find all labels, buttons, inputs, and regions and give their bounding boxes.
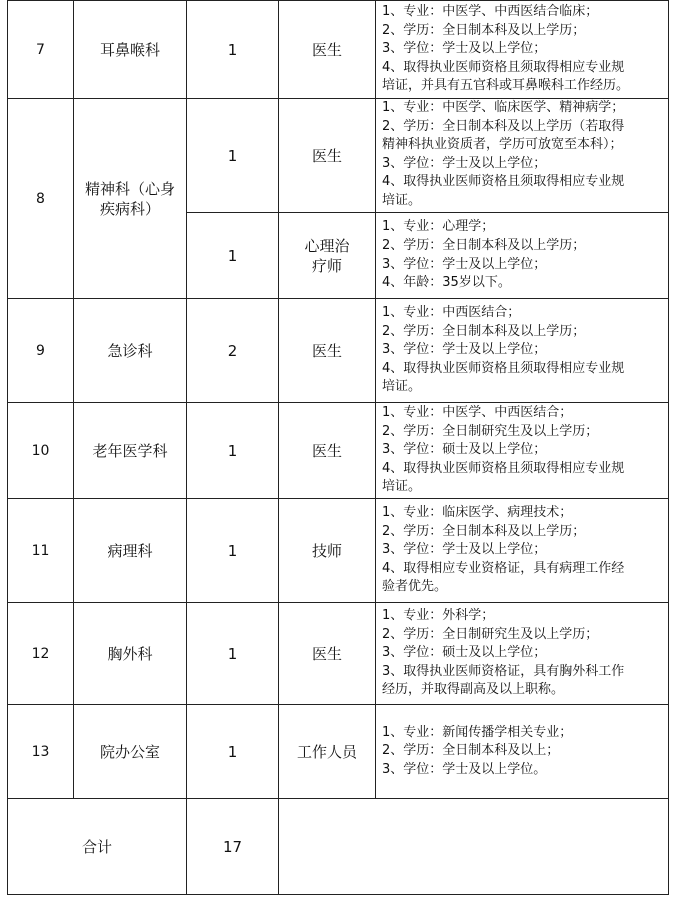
row-number: 12 xyxy=(8,603,74,705)
requirements-cell xyxy=(376,499,669,603)
table-row xyxy=(8,99,669,213)
requirement-line: 4、年龄：35岁以下。 xyxy=(382,275,511,291)
position-count: 1 xyxy=(187,99,279,213)
recruitment-table xyxy=(7,0,669,895)
department-name: 耳鼻喉科 xyxy=(74,1,187,99)
requirement-line: 2、学历：全日制本科及以上学历； xyxy=(382,22,586,38)
requirements-cell xyxy=(376,1,669,99)
requirement-line: 3、学位：学士及以上学位； xyxy=(382,41,547,57)
department-name: 老年医学科 xyxy=(74,403,187,499)
requirements-cell xyxy=(376,403,669,499)
post-title: 医生 xyxy=(279,403,376,499)
requirements-cell xyxy=(376,99,669,213)
requirement-line: 1、专业：外科学； xyxy=(382,608,495,624)
requirement-line: 4、取得执业医师资格且须取得相应专业规 xyxy=(382,59,625,75)
total-label: 合计 xyxy=(8,799,187,895)
post-title: 医生 xyxy=(279,603,376,705)
requirement-line: 1、专业：心理学； xyxy=(382,219,495,235)
position-count: 1 xyxy=(187,499,279,603)
requirement-line: 培证。 xyxy=(382,192,422,208)
requirement-line: 培证，并具有五官科或耳鼻喉科工作经历。 xyxy=(382,78,630,94)
total-row xyxy=(8,799,669,895)
post-title-text: 心理治疗师 xyxy=(304,236,350,275)
table-row xyxy=(8,1,669,99)
requirement-line: 培证。 xyxy=(382,379,422,395)
requirement-line: 经历，并取得副高及以上职称。 xyxy=(382,682,565,698)
requirement-line: 2、学历：全日制本科及以上学历（若取得 xyxy=(382,118,625,134)
total-value: 17 xyxy=(187,799,279,895)
requirement-line: 3、取得执业医师资格证，具有胸外科工作 xyxy=(382,663,625,679)
requirement-line: 3、学位：学士及以上学位。 xyxy=(382,761,547,777)
department-name: 院办公室 xyxy=(74,705,187,799)
row-number: 10 xyxy=(8,403,74,499)
post-title: 技师 xyxy=(279,499,376,603)
requirement-line: 4、取得相应专业资格证，具有病理工作经 xyxy=(382,560,625,576)
requirement-line: 3、学位：硕士及以上学位； xyxy=(382,442,547,458)
total-empty-cell xyxy=(279,799,669,895)
post-title: 医生 xyxy=(279,299,376,403)
requirement-line: 2、学历：全日制研究生及以上学历； xyxy=(382,626,599,642)
requirements-cell xyxy=(376,603,669,705)
row-number: 8 xyxy=(8,99,74,299)
row-number: 11 xyxy=(8,499,74,603)
department-name: 胸外科 xyxy=(74,603,187,705)
requirement-line: 培证。 xyxy=(382,479,422,495)
requirement-line: 1、专业：中医学、中西医结合临床； xyxy=(382,4,599,19)
table-row xyxy=(8,499,669,603)
department-name-text: 精神科（心身疾病科） xyxy=(84,179,175,218)
post-title: 医生 xyxy=(279,99,376,213)
position-count: 1 xyxy=(187,705,279,799)
position-count: 1 xyxy=(187,1,279,99)
requirement-line: 3、学位：硕士及以上学位； xyxy=(382,645,547,661)
table-row xyxy=(8,603,669,705)
requirement-line: 1、专业：临床医学、病理技术； xyxy=(382,505,573,521)
table-row xyxy=(8,299,669,403)
requirement-line: 4、取得执业医师资格且须取得相应专业规 xyxy=(382,360,625,376)
requirement-line: 2、学历：全日制本科及以上学历； xyxy=(382,237,586,253)
department-name xyxy=(74,99,187,299)
table-row xyxy=(8,403,669,499)
row-number: 9 xyxy=(8,299,74,403)
requirements-cell xyxy=(376,213,669,299)
requirement-line: 3、学位：学士及以上学位； xyxy=(382,155,547,171)
department-name: 病理科 xyxy=(74,499,187,603)
requirement-line: 精神科执业资质者，学历可放宽至本科）； xyxy=(382,137,623,153)
department-name: 急诊科 xyxy=(74,299,187,403)
position-count: 1 xyxy=(187,213,279,299)
position-count: 1 xyxy=(187,403,279,499)
post-title xyxy=(279,213,376,299)
requirement-line: 4、取得执业医师资格且须取得相应专业规 xyxy=(382,174,625,190)
requirement-line: 2、学历：全日制研究生及以上学历； xyxy=(382,423,599,439)
requirement-line: 2、学历：全日制本科及以上学历； xyxy=(382,523,586,539)
requirements-cell xyxy=(376,705,669,799)
requirement-line: 3、学位：学士及以上学位； xyxy=(382,542,547,558)
requirement-line: 2、学历：全日制本科及以上； xyxy=(382,743,560,759)
requirement-line: 2、学历：全日制本科及以上学历； xyxy=(382,323,586,339)
requirement-line: 3、学位：学士及以上学位； xyxy=(382,256,547,272)
requirement-line: 验者优先。 xyxy=(382,579,448,595)
position-count: 1 xyxy=(187,603,279,705)
row-number: 13 xyxy=(8,705,74,799)
requirement-line: 1、专业：中医学、中西医结合； xyxy=(382,405,573,421)
requirement-line: 4、取得执业医师资格且须取得相应专业规 xyxy=(382,460,625,476)
row-number: 7 xyxy=(8,1,74,99)
post-title: 医生 xyxy=(279,1,376,99)
requirement-line: 1、专业：中西医结合； xyxy=(382,305,521,321)
position-count: 2 xyxy=(187,299,279,403)
table-row xyxy=(8,705,669,799)
requirement-line: 1、专业：新闻传播学相关专业； xyxy=(382,724,573,740)
post-title: 工作人员 xyxy=(279,705,376,799)
requirement-line: 1、专业：中医学、临床医学、精神病学； xyxy=(382,100,625,115)
requirement-line: 3、学位：学士及以上学位； xyxy=(382,342,547,358)
requirements-cell xyxy=(376,299,669,403)
